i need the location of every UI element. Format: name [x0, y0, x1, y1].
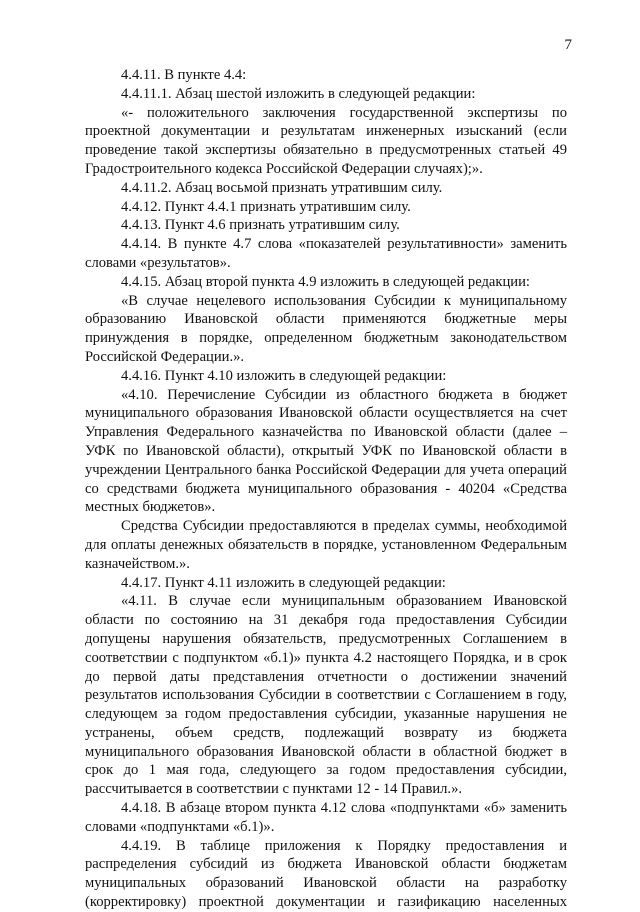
- paragraph-4-4-12: 4.4.12. Пункт 4.4.1 признать утратившим силу.: [121, 198, 411, 215]
- paragraph-4-4-19: 4.4.19. В таблице приложения к Порядку предоставления и распределения субсидий из бюджета Ивановской области бюджетам муниципальных образований Ивановской области на разработку (корректировку) проектной документации и газификацию населенных: [85, 837, 567, 911]
- paragraph-4-4-13: 4.4.13. Пункт 4.6 признать утратившим силу.: [121, 217, 400, 234]
- quote-paragraph-misuse: «В случае нецелевого использования Субсидии к муниципальному образованию Ивановской области применяются бюджетные меры принуждения в порядке, определенном бюджетным законодательством Российской Федерации.».: [85, 292, 567, 365]
- paragraph-4-4-15: 4.4.15. Абзац второй пункта 4.9 изложить в следующей редакции:: [121, 273, 530, 290]
- quote-paragraph-4-11: «4.11. В случае если муниципальным образованием Ивановской области по состоянию на 31 декабря года предоставления Субсидии допущены нарушения обязательств, предусмотренных Соглашением в соответствии с подпунктом «б.1)» пункта 4.2 настоящего Порядка, и в срок до первой даты представления отчетности о достижении значений результатов использования Субсидии в соответствии с Соглашением в году, следующем за годом предоставления субсидии, указанные нарушения не устранены, объем средств, подлежащий возврату из бюджета муниципального образования Ивановской области в областной бюджет в срок до 1 мая года, следующего за годом предоставления субсидии, рассчитывается в соответствии с пунктами 12 - 14 Правил.».: [85, 593, 567, 798]
- paragraph-4-4-18: 4.4.18. В абзаце втором пункта 4.12 слова «подпунктами «б» заменить словами «подпунктами «б.1)».: [85, 800, 567, 835]
- paragraph-4-4-16: 4.4.16. Пункт 4.10 изложить в следующей редакции:: [121, 367, 447, 384]
- quote-paragraph-4-10: «4.10. Перечисление Субсидии из областного бюджета в бюджет муниципального образования Ивановской области осуществляется на счет Управления Федерального казначейства по Ивановской области (далее – УФК по Ивановской области), открытый УФК по Ивановской области в учреждении Центрального банка Российской Федерации для учета операций со средствами бюджета муниципального образования - 40204 «Средства местных бюджетов».: [85, 386, 567, 516]
- page-number: 7: [564, 37, 572, 53]
- quote-paragraph-expertise: «- положительного заключения государственной экспертизы по проектной документации и результатам инженерных изысканий (если проведение такой экспертизы обязательно в предусмотренных статьей 49 Градостроительного кодекса Российской Федерации случаях);».: [85, 104, 567, 177]
- paragraph-4-4-14: 4.4.14. В пункте 4.7 слова «показателей результативности» заменить словами «результатов».: [85, 236, 567, 271]
- paragraph-4-4-11-1: 4.4.11.1. Абзац шестой изложить в следующей редакции:: [121, 85, 476, 102]
- paragraph-subsidy-funds: Средства Субсидии предоставляются в пределах суммы, необходимой для оплаты денежных обязательств в порядке, установленном Федеральным казначейством.».: [85, 518, 567, 572]
- document-body: [85, 66, 567, 912]
- paragraph-4-4-11: 4.4.11. В пункте 4.4:: [121, 67, 247, 83]
- paragraph-4-4-11-2: 4.4.11.2. Абзац восьмой признать утратившим силу.: [121, 179, 443, 196]
- paragraph-4-4-17: 4.4.17. Пункт 4.11 изложить в следующей редакции:: [121, 574, 446, 591]
